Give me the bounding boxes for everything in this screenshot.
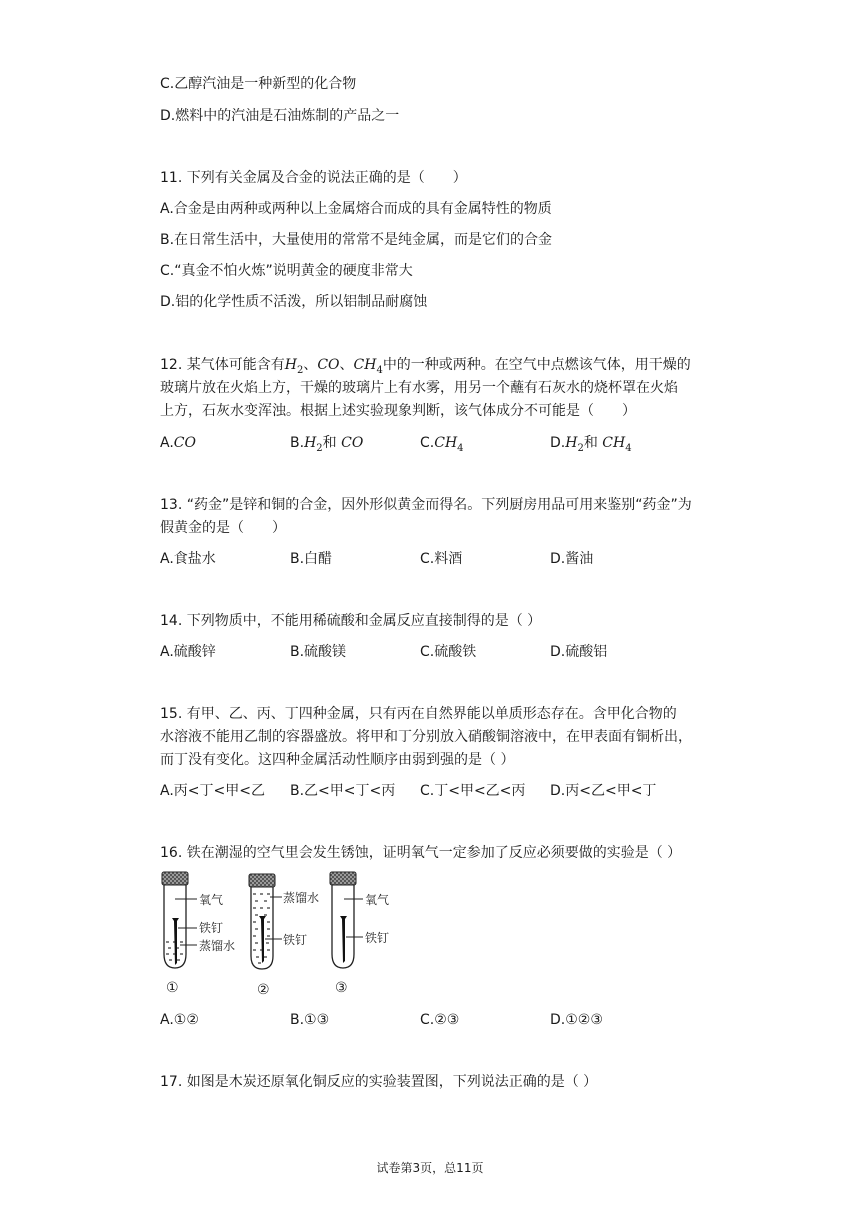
q16-option-d: D.①②③ <box>550 1012 603 1028</box>
q10-option-d: D.燃料中的汽油是石油炼制的产品之一 <box>160 108 400 124</box>
formula-h2: $H_2$ <box>284 357 304 376</box>
q15-option-a: A.丙<丁<甲<乙 <box>160 783 265 799</box>
test-tube-1 <box>162 872 235 996</box>
test-tube-2 <box>249 874 319 998</box>
q13-option-d: D.酱油 <box>550 551 594 567</box>
q11-option-a: A.合金是由两种或两种以上金属熔合而成的具有金属特性的物质 <box>160 201 552 217</box>
tube3-label-oxygen: 氧气 <box>365 893 390 907</box>
formula-co: CO <box>317 357 340 373</box>
q16-option-b: B.①③ <box>290 1012 330 1028</box>
q16-option-c: C.②③ <box>420 1012 460 1028</box>
q14-option-d: D.硫酸铝 <box>550 644 608 660</box>
q13-option-c: C.料酒 <box>420 551 463 567</box>
tube-number-2: ② <box>257 982 270 998</box>
q10-option-c: C.乙醇汽油是一种新型的化合物 <box>160 76 357 92</box>
tube-number-1: ① <box>166 980 179 996</box>
q12-stem-line3: 上方，石灰水变浑浊。根据上述实验现象判断，该气体成分不可能是（ ） <box>160 403 636 419</box>
tube2-label-nail: 铁钉 <box>283 933 308 947</box>
tube2-label-water: 蒸馏水 <box>283 891 320 905</box>
q13-stem-line2: 假黄金的是（ ） <box>160 520 286 536</box>
q15-option-b: B.乙<甲<丁<丙 <box>290 783 396 799</box>
page-footer: 试卷第3页，总11页 <box>376 1161 484 1175</box>
q17-stem: 17. 如图是木炭还原氧化铜反应的实验装置图，下列说法正确的是（ ） <box>160 1074 598 1090</box>
q11-option-c: C.“真金不怕火炼”说明黄金的硬度非常大 <box>160 263 413 279</box>
q11-stem: 11. 下列有关金属及合金的说法正确的是（ ） <box>160 170 467 186</box>
tube3-label-nail: 铁钉 <box>365 931 390 945</box>
q15-stem-line1: 15. 有甲、乙、丙、丁四种金属，只有丙在自然界能以单质形态存在。含甲化合物的 <box>160 706 677 722</box>
q13-option-b: B.白醋 <box>290 551 333 567</box>
q15-stem-line2: 水溶液不能用乙制的容器盛放。将甲和丁分别放入硝酸铜溶液中，在甲表面有铜析出， <box>160 729 692 745</box>
q15-option-c: C.丁<甲<乙<丙 <box>420 783 526 799</box>
q12-option-b: $B.H_2$和 CO <box>290 435 364 454</box>
q12-option-c: $C.CH_4$ <box>420 435 464 454</box>
q14-option-c: C.硫酸铁 <box>420 644 477 660</box>
q16-stem: 16. 铁在潮湿的空气里会发生锈蚀，证明氧气一定参加了反应必须要做的实验是（ ） <box>160 845 682 861</box>
q11-option-d: D.铝的化学性质不活泼，所以铝制品耐腐蚀 <box>160 294 428 310</box>
q15-option-d: D.丙<乙<甲<丁 <box>550 783 657 799</box>
tube1-label-water: 蒸馏水 <box>199 939 236 953</box>
q13-stem-line1: 13. “药金”是锌和铜的合金，因外形似黄金而得名。下列厨房用品可用来鉴别“药金”为 <box>160 497 692 513</box>
formula-ch4: $CH_4$ <box>353 357 383 376</box>
q14-option-a: A.硫酸锌 <box>160 644 216 660</box>
q16-test-tube-figure <box>150 868 410 1004</box>
q12-option-a: A.CO <box>160 435 196 451</box>
q12-stem-line2: 玻璃片放在火焰上方，干燥的玻璃片上有水雾，用另一个蘸有石灰水的烧杯罩在火焰 <box>160 380 678 396</box>
q13-option-a: A.食盐水 <box>160 551 216 567</box>
q15-stem-line3: 而丁没有变化。这四种金属活动性顺序由弱到强的是（ ） <box>160 752 515 768</box>
q14-stem: 14. 下列物质中，不能用稀硫酸和金属反应直接制得的是（ ） <box>160 613 542 629</box>
q12-option-d: $D.H_2$和 $CH_4$ <box>550 435 632 454</box>
q16-option-a: A.①② <box>160 1012 199 1028</box>
tube1-label-oxygen: 氧气 <box>199 893 224 907</box>
q14-option-b: B.硫酸镁 <box>290 644 347 660</box>
q11-option-b: B.在日常生活中，大量使用的常常不是纯金属，而是它们的合金 <box>160 232 553 248</box>
q12-stem-line1: 12. 某气体可能含有$H_2$、CO、$CH_4$中的一种或两种。在空气中点燃该气体，用干燥的 <box>160 357 691 376</box>
test-tube-3 <box>330 872 389 996</box>
tube-number-3: ③ <box>335 980 348 996</box>
tube1-label-nail: 铁钉 <box>199 921 224 935</box>
